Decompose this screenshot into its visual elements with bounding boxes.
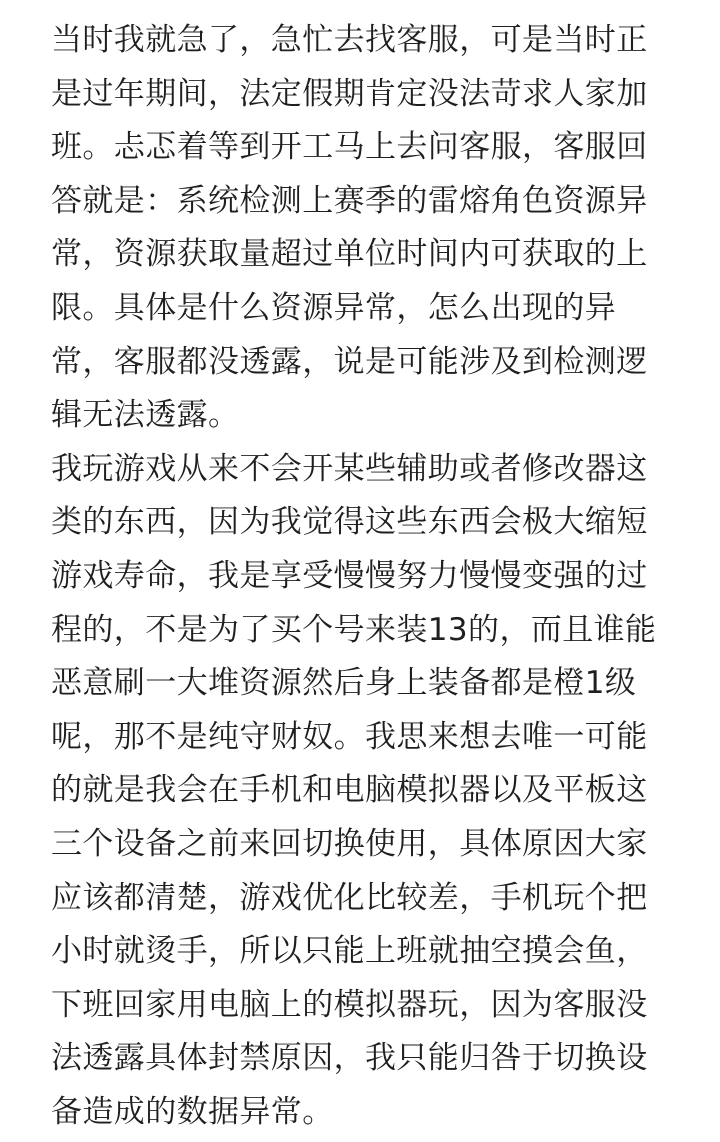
paragraph-1: [51, 14, 720, 443]
text-line: 是过年期间，法定假期肯定没法苛求人家加: [51, 75, 648, 112]
paragraph-2: [51, 443, 720, 1140]
text-line: 常，资源获取量超过单位时间内可获取的上: [51, 236, 648, 273]
text-line: 类的东西，因为我觉得这些东西会极大缩短: [51, 504, 648, 541]
text-line: 三个设备之前来回切换使用，具体原因大家: [51, 825, 648, 862]
text-line: 的就是我会在手机和电脑模拟器以及平板这: [51, 772, 648, 809]
text-line: 当时我就急了，急忙去找客服，可是当时正: [51, 22, 648, 58]
text-line: 常，客服都没透露，说是可能涉及到检测逻: [51, 343, 648, 380]
text-line: 应该都清楚，游戏优化比较差，手机玩个把: [51, 879, 648, 916]
text-line: 备造成的数据异常。: [51, 1093, 334, 1130]
text-line: 辑无法透露。: [51, 397, 240, 434]
text-line: 答就是：系统检测上赛季的雷熔角色资源异: [51, 182, 648, 219]
text-line: 恶意刷一大堆资源然后身上装备都是橙1级: [51, 665, 637, 702]
text-line: 下班回家用电脑上的模拟器玩，因为客服没: [51, 986, 648, 1023]
text-line: 我玩游戏从来不会开某些辅助或者修改器这: [51, 450, 648, 487]
text-line: 呢，那不是纯守财奴。我思来想去唯一可能: [51, 718, 648, 755]
text-line: 限。具体是什么资源异常，怎么出现的异: [51, 289, 617, 326]
text-line: 班。忐忑着等到开工马上去问客服，客服回: [51, 129, 648, 166]
text-line: 程的，不是为了买个号来装13的，而且谁能: [51, 611, 657, 648]
text-line: 小时就烫手，所以只能上班就抽空摸会鱼，: [51, 933, 648, 970]
text-line: 游戏寿命，我是享受慢慢努力慢慢变强的过: [51, 557, 648, 594]
text-line: 法透露具体封禁原因，我只能归咎于切换设: [51, 1040, 648, 1077]
